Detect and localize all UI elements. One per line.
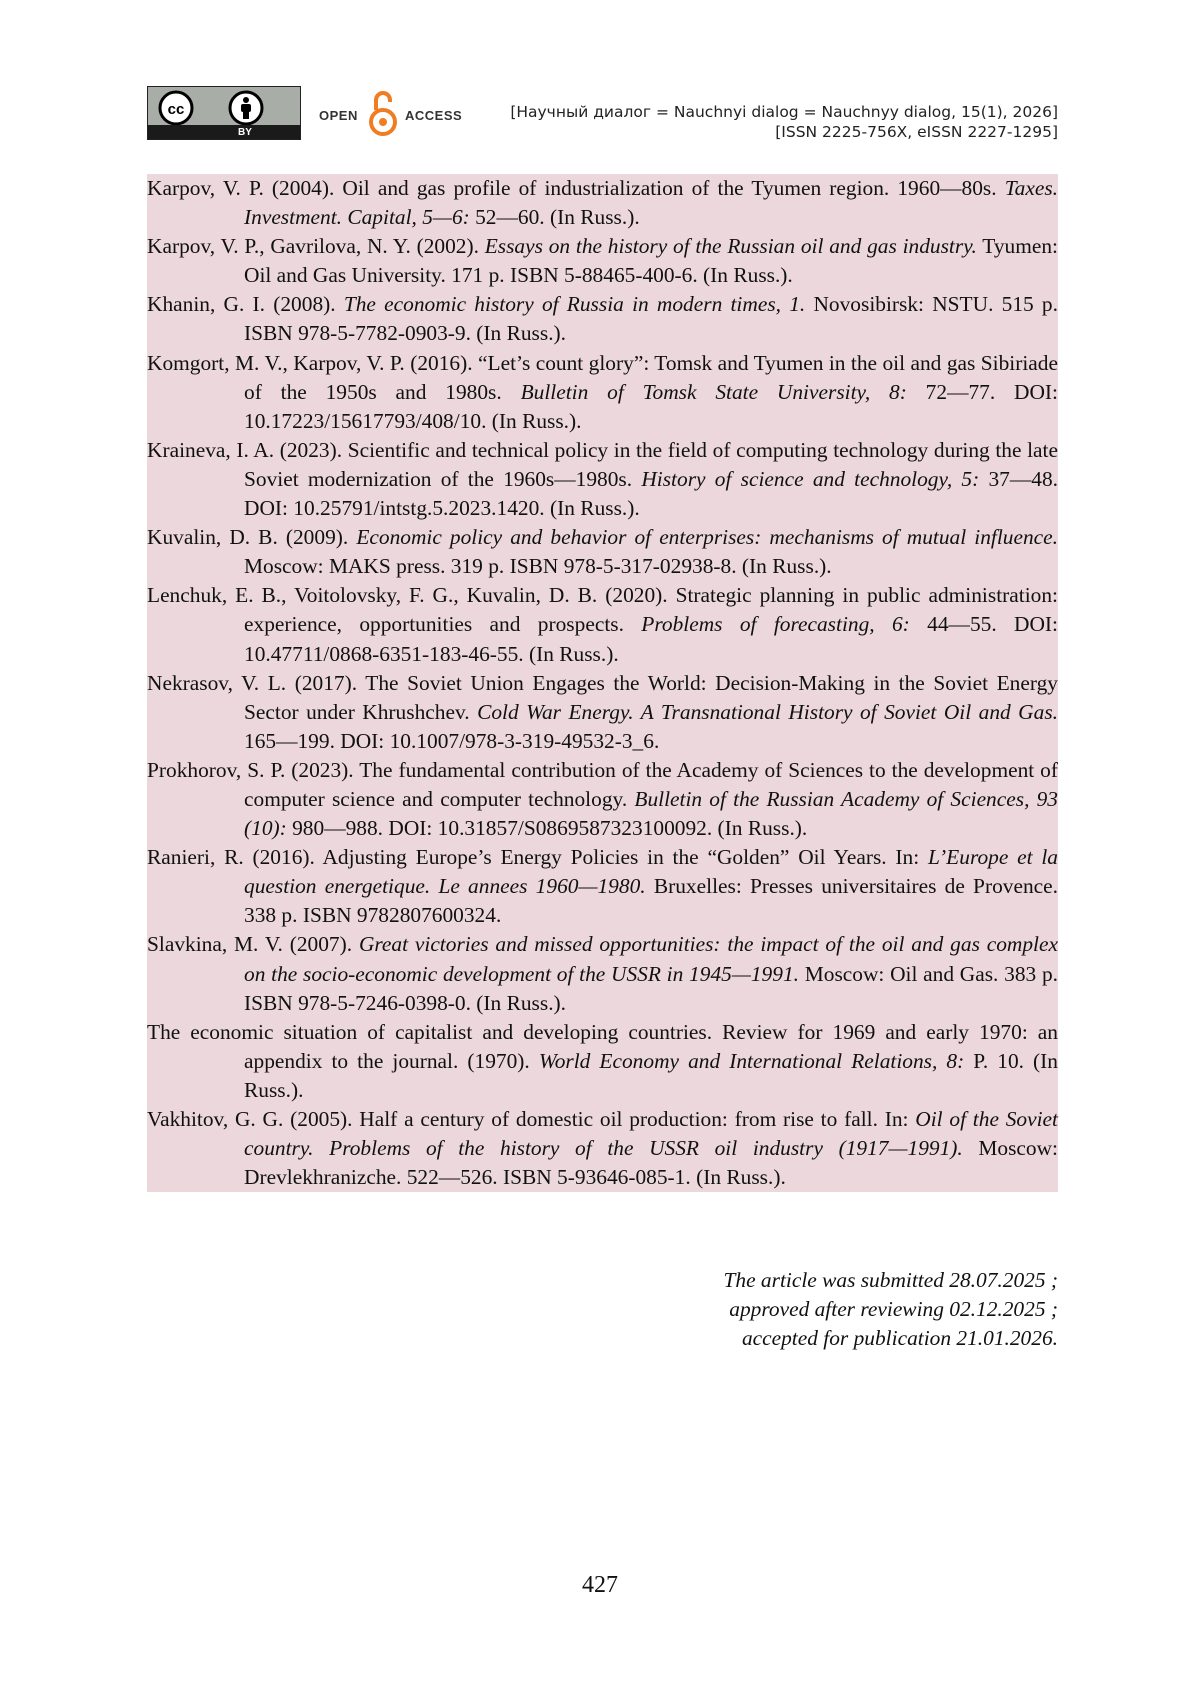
journal-citation [510,102,1058,142]
reference-item: Komgort, M. V., Karpov, V. P. (2016). “Let’s count glory”: Tomsk and Tyumen in the oil and gas Sibiriade of the 1950s and 1980s. Bulletin of Tomsk State University, 8: 72—77. DOI: 10.17223/15617793/408/10. (In Russ.). [147,350,1058,433]
cc-by-license-badge[interactable] [147,86,301,140]
cc-icon [158,90,194,126]
open-word: OPEN [319,108,358,123]
access-word: ACCESS [405,108,463,123]
reference-item: Prokhorov, S. P. (2023). The fundamental contribution of the Academy of Sciences to the development of computer science and computer technology. Bulletin of the Russian Academy of Sciences, 93 (10): 980—988. DOI: 10.31857/S0869587323100092. (In Russ.). [147,757,1059,841]
page-header [147,86,1058,142]
reference-item: Vakhitov, G. G. (2005). Half a century of domestic oil production: from rise to fall. In: Oil of the Soviet country. Problems of the history of the USSR oil industry (1917—1991). Moscow: Drevlekhranizche. 522—526. ISBN 5-93646-085-1. (In Russ.). [147,1107,1058,1190]
accepted-date: accepted for publication 21.01.2026. [741,1326,1058,1350]
reference-item: Kraineva, I. A. (2023). Scientific and technical policy in the field of computing technology during the late Soviet modernization of the 1960s—1980s. History of science and technology, 5: 37—48. DOI: 10.25791/intstg.5.2023.1420. (In Russ.). [147,437,1058,521]
open-access-lock-icon [367,86,399,140]
reference-list [147,174,1058,1192]
approved-date: approved after reviewing 02.12.2025 ; [729,1297,1058,1321]
submitted-date: The article was submitted 28.07.2025 ; [723,1268,1058,1292]
reference-item: Karpov, V. P., Gavrilova, N. Y. (2002). Essays on the history of the Russian oil and gas industry. Tyumen: Oil and Gas University. 171 p. ISBN 5-88465-400-6. (In Russ.). [147,234,1058,288]
open-access-logo [319,86,463,140]
reference-item: Ranieri, R. (2016). Adjusting Europe’s Energy Policies in the “Golden” Oil Years. In: L’Europe et la question energetique. Le annees 1960—1980. Bruxelles: Presses universitaires de Provence. 338 p. ISBN 9782807600324. [147,845,1058,928]
journal-issn-line: [ISSN 2225-756X, eISSN 2227-1295] [775,123,1058,141]
attribution-person-icon [228,90,264,126]
license-type-strip [148,125,300,139]
journal-name-line: [Научный диалог = Nauchnyi dialog = Nauchnyy dialog, 15(1), 2026] [510,103,1058,121]
reference-item: Khanin, G. I. (2008). The economic history of Russia in modern times, 1. Novosibirsk: NSTU. 515 p. ISBN 978-5-7782-0903-9. (In Russ.). [147,292,1058,346]
svg-text:cc: cc [167,101,185,118]
reference-item: The economic situation of capitalist and developing countries. Review for 1969 and early 1970: an appendix to the journal. (1970). World Economy and International Relations, 8: P. 10. (In Russ.). [147,1019,1058,1102]
reference-item: Lenchuk, E. B., Voitolovsky, F. G., Kuvalin, D. B. (2020). Strategic planning in public administration: experience, opportunities and prospects. Problems of forecasting, 6: 44—55. DOI: 10.47711/0868-6351-183-46-55. (In Russ.). [147,583,1058,666]
page-number: 427 [582,1572,618,1598]
reference-item: Nekrasov, V. L. (2017). The Soviet Union Engages the World: Decision-Making in the Soviet Energy Sector under Khrushchev. Cold War Energy. A Transnational History of Soviet Oil and Gas. 165—199. DOI: 10.1007/978-3-319-49532-3_6. [147,670,1058,753]
reference-item: Slavkina, M. V. (2007). Great victories and missed opportunities: the impact of the oil and gas complex on the socio-economic development of the USSR in 1945—1991. Moscow: Oil and Gas. 383 p. ISBN 978-5-7246-0398-0. (In Russ.). [147,932,1059,1015]
reference-item: Karpov, V. P. (2004). Oil and gas profile of industrialization of the Tyumen region. 1960—80s. Taxes. Investment. Capital, 5—6: 52—60. (In Russ.). [147,176,1058,230]
license-label: BY [238,127,252,138]
publication-dates [723,1266,1058,1353]
reference-item: Kuvalin, D. B. (2009). Economic policy and behavior of enterprises: mechanisms of mutual influence. Moscow: MAKS press. 319 p. ISBN 978-5-317-02938-8. (In Russ.). [147,525,1058,579]
